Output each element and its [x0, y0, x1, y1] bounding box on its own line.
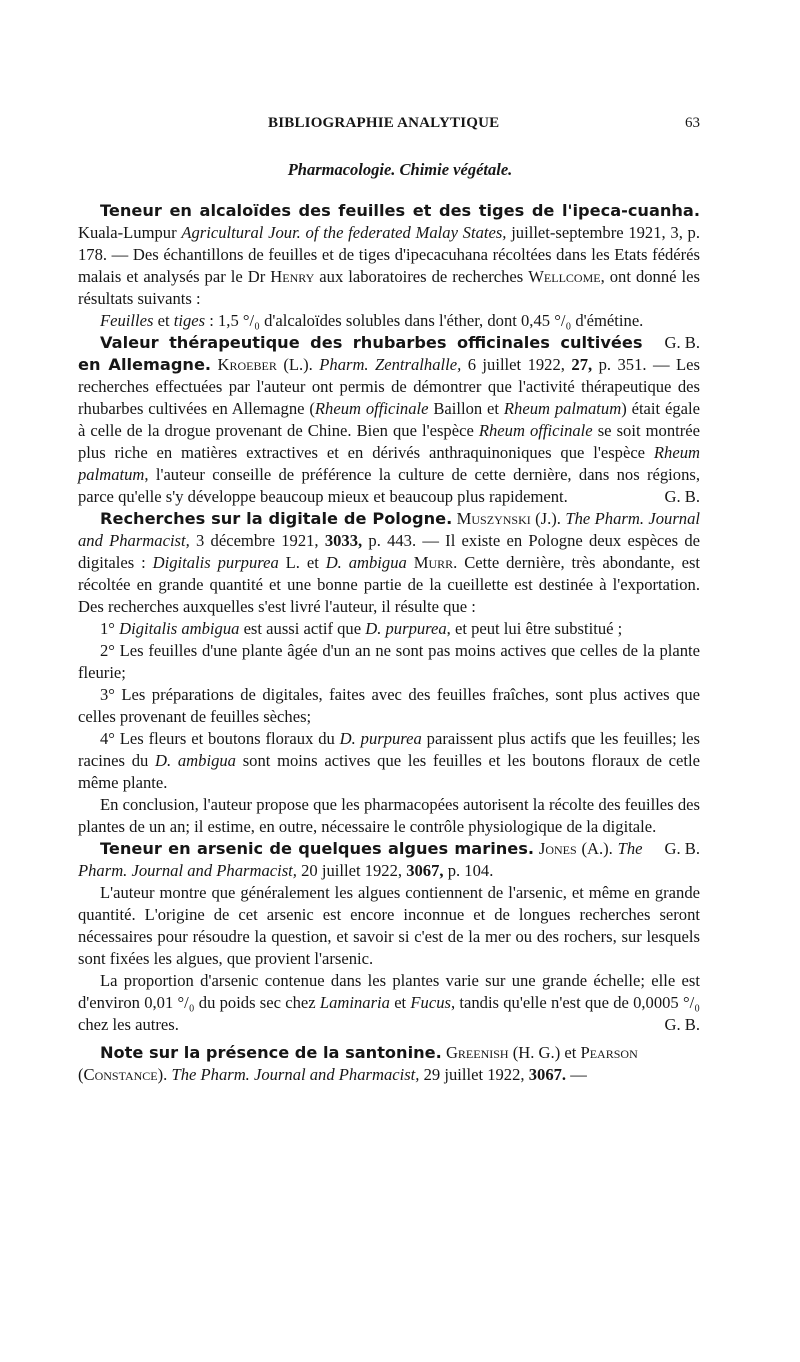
entry-text: Dr: [247, 267, 266, 286]
entry-page: p. 443.: [368, 531, 417, 550]
entry-author: Muszynski: [456, 509, 531, 528]
entry-volume: 3033,: [324, 531, 363, 550]
entry-species: Rheum palmatum: [78, 443, 700, 484]
entry-term: tiges: [173, 311, 206, 330]
entry-species: Rheum officinale: [478, 421, 593, 440]
entry-term: Feuilles: [100, 311, 154, 330]
list-item: 2° Les feuilles d'une plante âgée d'un an ne sont pas moins actives que celles de la plante fleurie;: [78, 641, 700, 682]
entry-author: Greenish: [445, 1043, 509, 1062]
entry-text: se soit montrée plus riche en matières extractives et en dérivés anthraquinoniques que l'espèce: [78, 421, 700, 462]
section-title: Pharmacologie. Chimie végétale.: [287, 160, 513, 179]
entry-text: , l'auteur conseille de préférence la culture de cette dernière, dans nos régions, parce qu'elle s'y développe beaucoup mieux et beaucoup plus rapidement.: [78, 465, 700, 506]
entry-text: , et peut lui être substitué ;: [446, 619, 623, 638]
entry-species: Digitalis ambigua: [119, 619, 240, 638]
entry-volume: 27,: [571, 355, 593, 374]
entry-text: , ont donné les résultats suivants :: [78, 267, 700, 308]
entry-lead: Kuala-Lumpur: [78, 223, 177, 242]
entry-species: Fucus: [410, 993, 451, 1012]
entry-text: — Des échantillons de feuilles et de tiges d'ipecacuhana récoltées dans les Etats fédérés malais et analysés par le: [78, 245, 700, 286]
entry-source: The Pharm. Journal and Pharmacist,: [78, 839, 643, 880]
entry-page: p. 104.: [447, 861, 494, 880]
entry-author: Jones: [538, 839, 577, 858]
entry-signature: G. B.: [664, 333, 700, 352]
list-item: [78, 728, 700, 794]
entry-author: Kroeber: [217, 355, 277, 374]
entry-santonine: [78, 1042, 700, 1086]
entry-digitale: [78, 508, 700, 618]
entry-text: Baillon et: [428, 399, 504, 418]
entry-text: paraissent plus actifs que les feuilles; les racines du: [78, 729, 700, 770]
entry-author-initials: (Constance).: [78, 1065, 168, 1084]
entry-volume: 3067,: [406, 861, 444, 880]
entry-date: 3 décembre 1921,: [196, 531, 319, 550]
entry-date: 29 juillet 1922,: [423, 1065, 525, 1084]
entry-author: Pearson: [580, 1043, 638, 1062]
entry-text: ) était égale à celle de la drogue provenant de Chine. Bien que l'espèce: [78, 399, 700, 440]
entry-text: 4° Les fleurs et boutons floraux du: [100, 729, 340, 748]
running-header-title: BIBLIOGRAPHIE ANALYTIQUE: [268, 115, 500, 131]
entry-text: , tandis qu'elle n'est que de 0,0005 °/₀ chez les autres.: [78, 993, 700, 1034]
entry-source: Pharm. Zentralhalle,: [319, 355, 462, 374]
entry-text: — Les recherches effectuées par l'auteur ont permis de démontrer que l'activité thérapeutique des rhubarbes cultivées en Allemagne (: [78, 355, 700, 418]
entry-title: Teneur en arsenic de quelques algues marines.: [100, 839, 535, 858]
entry-text: et: [157, 311, 170, 330]
entry-source: The Pharm. Journal and Pharmacist,: [78, 509, 700, 550]
entry-author-initials: (J.).: [535, 509, 561, 528]
entry-species: D. purpurea: [339, 729, 422, 748]
entry-signature: G. B.: [664, 839, 700, 858]
entry-author-name: Henry: [270, 267, 315, 286]
entry-author-initials: (H. G.) et: [512, 1043, 577, 1062]
list-item: [78, 618, 700, 640]
entry-date: 6 juillet 1922,: [467, 355, 565, 374]
entry-signature: G. B.: [664, 1015, 700, 1034]
list-item-number: 1°: [100, 619, 115, 638]
entry-arsenic: [78, 838, 700, 882]
article-body: [78, 200, 700, 1086]
entry-title: Valeur thérapeutique des rhubarbes officinales cultivées en Allemagne.: [78, 333, 643, 374]
entry-species: D. purpurea: [365, 619, 447, 638]
entry-author-name: Murr: [413, 553, 454, 572]
entry-signature: G. B.: [664, 487, 700, 506]
entry-species: Digitalis purpurea: [152, 553, 279, 572]
entry-source: The Pharm. Journal and Pharmacist,: [171, 1065, 420, 1084]
entry-date: 20 juillet 1922,: [301, 861, 403, 880]
entry-title: Note sur la présence de la santonine.: [100, 1043, 442, 1062]
entry-ipecacuanha: [78, 200, 700, 310]
entry-author-initials: (L.).: [283, 355, 313, 374]
entry-paragraph: L'auteur montre que généralement les algues contiennent de l'arsenic, et même en grande quantité. L'origine de cet arsenic est encore inconnue et de longues recherches seront nécessaires pour résoudre la question, et savoir si c'est de la mer ou des rochers, sur lesquels sont fixées les algues, que provient l'arsenic.: [78, 883, 700, 968]
entry-title: Recherches sur la digitale de Pologne.: [100, 509, 453, 528]
entry-text: — Il existe en Pologne deux espèces de digitales :: [78, 531, 701, 572]
entry-text: L. et: [278, 553, 326, 572]
entry-author-initials: (A.).: [581, 839, 613, 858]
entry-text: sont moins actives que les feuilles et les boutons floraux de cetle même plante.: [78, 751, 701, 792]
running-header: [78, 115, 700, 135]
entry-text: est aussi actif que: [239, 619, 366, 638]
entry-volume: 3067.: [528, 1065, 567, 1084]
entry-text: . Cette dernière, très abondante, est récoltée en grande quantité et une bonne partie de la cueillette est destinée à l'exportation. Des recherches auxquelles s'est livré l'auteur, il résulte que :: [78, 553, 701, 616]
entry-paragraph: [78, 970, 700, 1036]
entry-text: aux laboratoires de recherches: [319, 267, 524, 286]
entry-page: p. 351.: [598, 355, 647, 374]
page-number: 63: [685, 115, 700, 131]
entry-date: juillet-septembre 1921, 3, p. 178.: [78, 223, 701, 264]
entry-text: : 1,5 °/₀ d'alcaloïdes solubles dans l'éther, dont 0,45 °/₀ d'émétine.: [209, 311, 644, 330]
entry-result: [78, 310, 700, 352]
entry-rhubarbes: [78, 332, 700, 508]
entry-species: Laminaria: [319, 993, 390, 1012]
entry-title: Teneur en alcaloïdes des feuilles et des tiges de l'ipeca-cuanha.: [100, 201, 700, 220]
entry-species: D. ambigua: [325, 553, 407, 572]
entry-lab-name: Wellcome: [528, 267, 601, 286]
entry-species: D. ambigua: [155, 751, 236, 770]
entry-source: Agricultural Jour. of the federated Malay States,: [181, 223, 507, 242]
entry-text: La proportion d'arsenic contenue dans les plantes varie sur une grande échelle; elle est d'environ 0,01 °/₀ du poids sec chez: [78, 971, 700, 1012]
entry-species: Rheum officinale: [314, 399, 429, 418]
entry-text: En conclusion, l'auteur propose que les pharmacopées autorisent la récolte des feuilles des plantes de un an; il estime, en outre, nécessaire le contrôle physiologique de la digitale.: [78, 795, 700, 836]
entry-species: Rheum palmatum: [503, 399, 622, 418]
entry-text: —: [570, 1065, 587, 1084]
entry-text: et: [389, 993, 411, 1012]
list-item: 3° Les préparations de digitales, faites avec des feuilles fraîches, sont plus actives que celles provenant de feuilles sèches;: [78, 685, 700, 726]
